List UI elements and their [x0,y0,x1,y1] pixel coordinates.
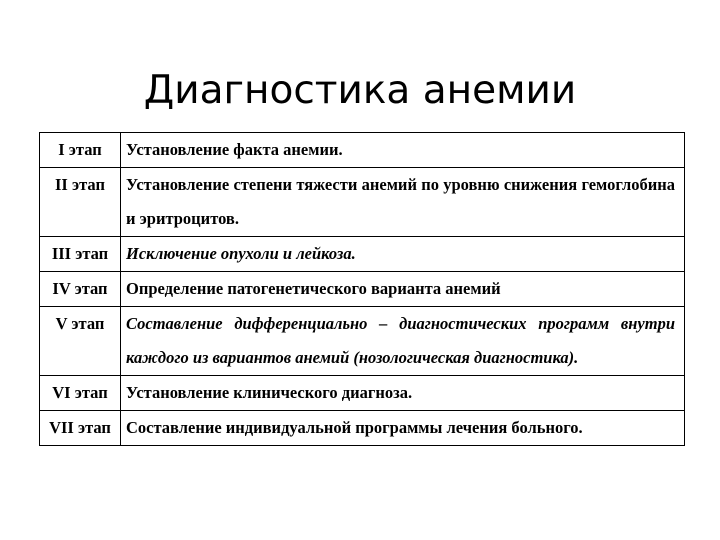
table-row [40,307,685,376]
table-row [40,237,685,272]
stage-label: VI этап [40,376,121,411]
stage-label: II этап [40,168,121,237]
stage-description: Установление клинического диагноза. [121,376,685,411]
table-row [40,133,685,168]
stage-description: Исключение опухоли и лейкоза. [121,237,685,272]
stage-description: Установление факта анемии. [121,133,685,168]
stage-label: V этап [40,307,121,376]
table-row [40,272,685,307]
diagnostic-stages-table [39,132,685,446]
table-row [40,411,685,446]
stage-description: Составление индивидуальной программы лечения больного. [121,411,685,446]
stage-label: III этап [40,237,121,272]
table-row [40,168,685,237]
stage-description: Составление дифференциально – диагностических программ внутри каждого из вариантов анемий (нозологическая диагностика). [121,307,685,376]
page-title: Диагностика анемии [143,68,577,114]
stage-description: Установление степени тяжести анемий по уровню снижения гемоглобина и эритроцитов. [121,168,685,237]
stage-label: I этап [40,133,121,168]
table-row [40,376,685,411]
stage-label: VII этап [40,411,121,446]
stage-label: IV этап [40,272,121,307]
stage-description: Определение патогенетического варианта анемий [121,272,685,307]
